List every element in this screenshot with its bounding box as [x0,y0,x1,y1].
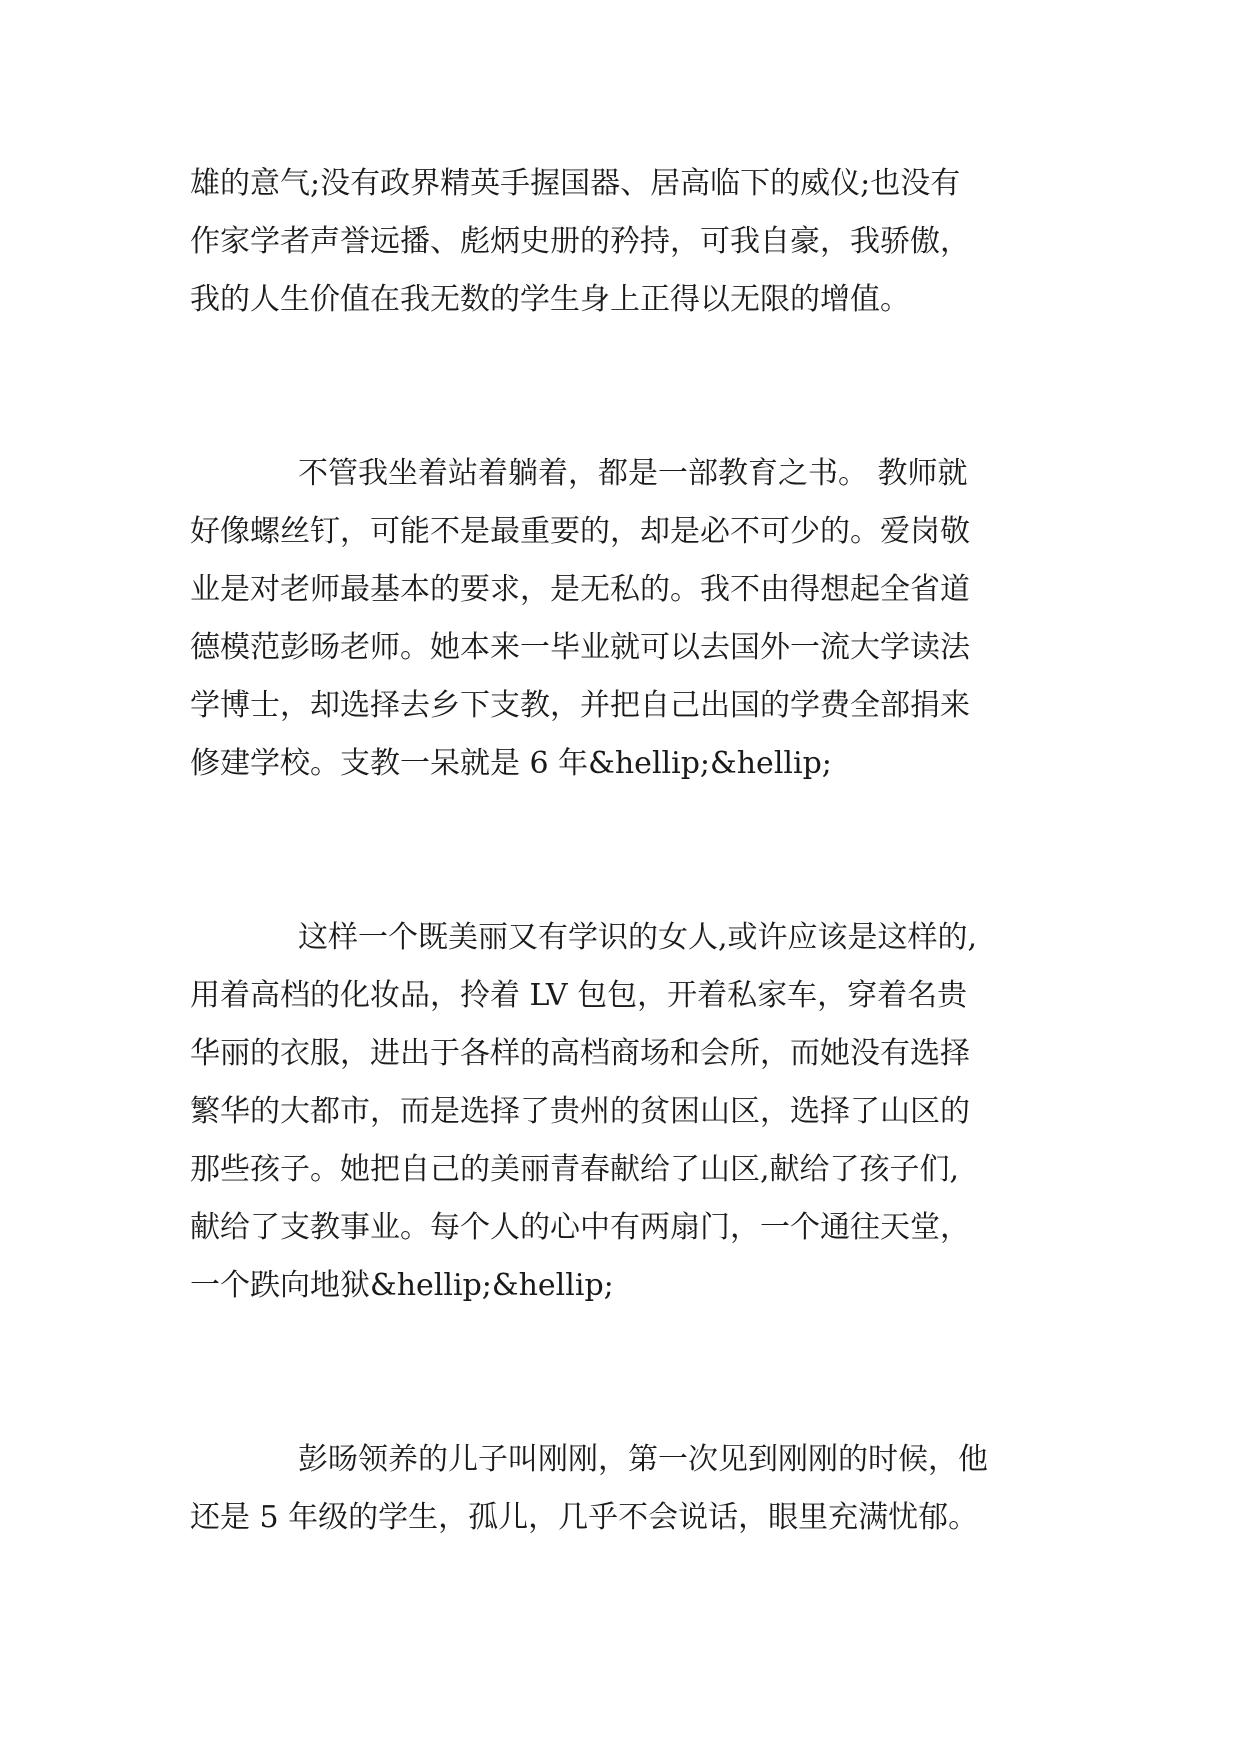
paragraph-1-line-3: 我的人生价值在我无数的学生身上正得以无限的增值。 [190,282,910,317]
paragraph-2-line-2: 好像螺丝钉，可能不是最重要的，却是必不可少的。爱岗敬 [190,514,970,549]
paragraph-2-line-6: 修建学校。支教一呆就是 6 年&hellip;&hellip; [190,746,832,781]
paragraph-3-line-6: 献给了支教事业。每个人的心中有两扇门，一个通往天堂， [190,1210,970,1245]
paragraph-2-line-1: 不管我坐着站着躺着，都是一部教育之书。 教师就 [298,456,968,491]
paragraph-4-line-2: 还是 5 年级的学生，孤儿，几乎不会说话，眼里充满忧郁。 [190,1500,979,1535]
paragraph-3-line-7: 一个跌向地狱&hellip;&hellip; [190,1268,614,1303]
paragraph-4-line-1: 彭旸领养的儿子叫刚刚，第一次见到刚刚的时候，他 [298,1442,988,1477]
paragraph-3-line-5: 那些孩子。她把自己的美丽青春献给了山区,献给了孩子们, [190,1152,960,1187]
paragraph-1-line-1: 雄的意气;没有政界精英手握国器、居高临下的威仪;也没有 [190,166,961,201]
paragraph-1-line-2: 作家学者声誉远播、彪炳史册的矜持，可我自豪，我骄傲， [190,224,970,259]
paragraph-2-line-4: 德模范彭旸老师。她本来一毕业就可以去国外一流大学读法 [190,630,970,665]
paragraph-2-line-5: 学博士，却选择去乡下支教，并把自己出国的学费全部捐来 [190,688,970,723]
paragraph-3-line-4: 繁华的大都市，而是选择了贵州的贫困山区，选择了山区的 [190,1094,970,1129]
paragraph-3-line-3: 华丽的衣服，进出于各样的高档商场和会所，而她没有选择 [190,1036,970,1071]
paragraph-3-line-1: 这样一个既美丽又有学识的女人,或许应该是这样的, [298,920,978,955]
paragraph-2-line-3: 业是对老师最基本的要求，是无私的。我不由得想起全省道 [190,572,970,607]
paragraph-3-line-2: 用着高档的化妆品，拎着 LV 包包，开着私家车，穿着名贵 [190,978,968,1013]
